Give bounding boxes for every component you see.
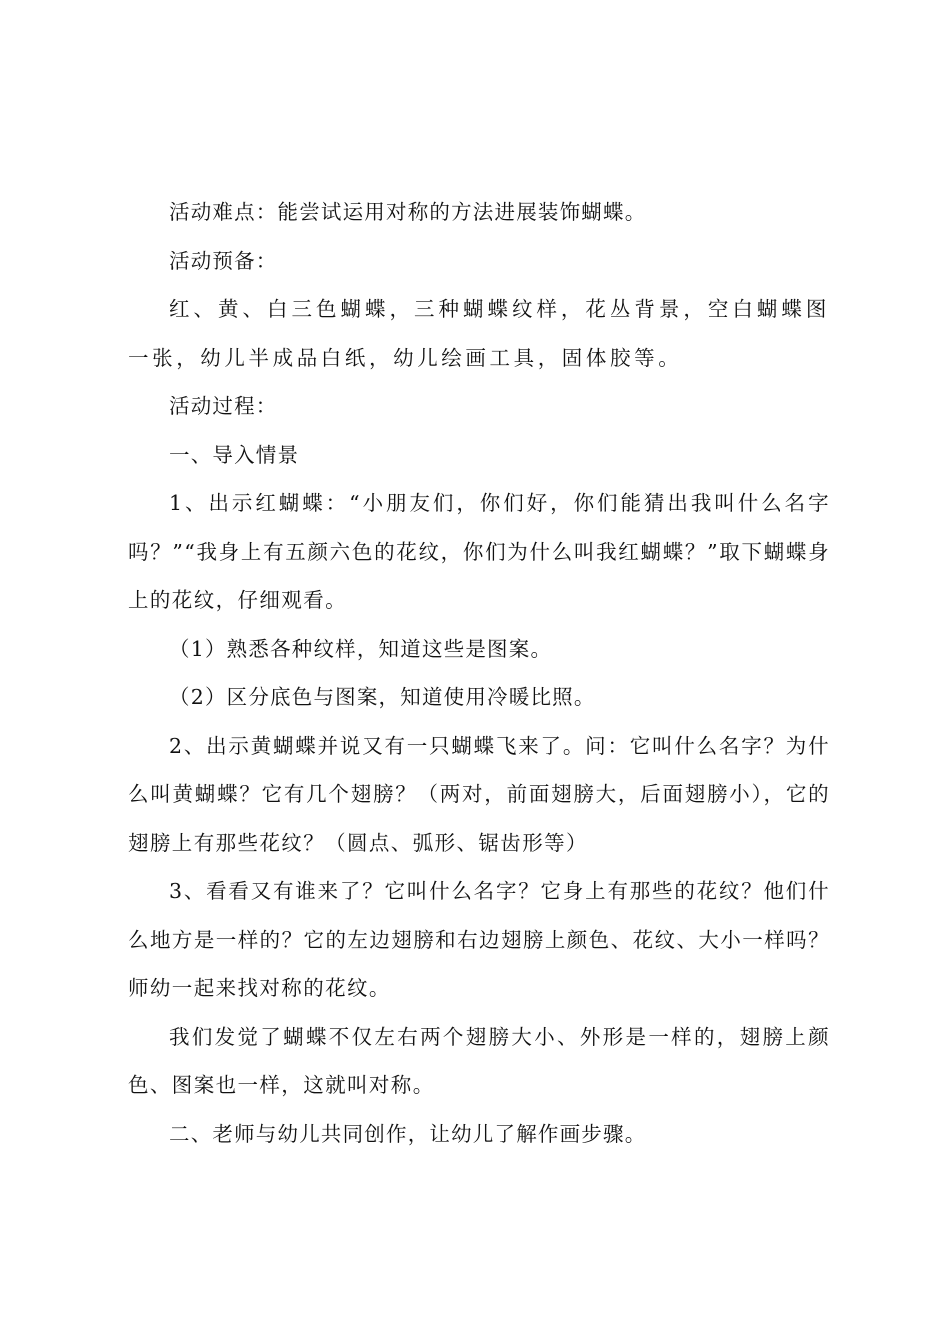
- paragraph-step-one-sub-2: （2）区分底色与图案，知道使用冷暖比照。: [169, 685, 596, 709]
- paragraph-step-three: 3、看看又有谁来了？它叫什么名字？它身上有那些的花纹？他们什么地方是一样的？它的左边翅膀和右边翅膀上颜色、花纹、大小一样吗？师幼一起来找对称的花纹。: [128, 879, 830, 1000]
- paragraph-step-two: 2、出示黄蝴蝶并说又有一只蝴蝶飞来了。问：它叫什么名字？为什么叫黄蝴蝶？它有几个翅膀？（两对，前面翅膀大，后面翅膀小），它的翅膀上有那些花纹？（圆点、弧形、锯齿形等）: [128, 733, 830, 855]
- paragraph-step-one: 1、出示红蝴蝶：“小朋友们，你们好，你们能猜出我叫什么名字吗？”“我身上有五颜六色的花纹，你们为什么叫我红蝴蝶？”取下蝴蝶身上的花纹，仔细观看。: [128, 491, 830, 612]
- paragraph-step-one-sub-1: （1）熟悉各种纹样，知道这些是图案。: [169, 636, 553, 661]
- paragraph-process-heading: 活动过程：: [169, 394, 278, 418]
- paragraph-section-two-heading: 二、老师与幼儿共同创作，让幼儿了解作画步骤。: [169, 1121, 647, 1146]
- paragraph-symmetry-conclusion: 我们发觉了蝴蝶不仅左右两个翅膀大小、外形是一样的，翅膀上颜色、图案也一样，这就叫对称。: [128, 1024, 830, 1097]
- document-body: [128, 188, 830, 1158]
- paragraph-preparation-materials: 红、黄、白三色蝴蝶，三种蝴蝶纹样，花丛背景，空白蝴蝶图一张，幼儿半成品白纸，幼儿绘画工具，固体胶等。: [128, 297, 830, 370]
- paragraph-section-one-heading: 一、导入情景: [169, 442, 300, 467]
- paragraph-preparation-heading: 活动预备：: [169, 248, 278, 273]
- paragraph-difficulty: 活动难点：能尝试运用对称的方法进展装饰蝴蝶。: [169, 200, 647, 224]
